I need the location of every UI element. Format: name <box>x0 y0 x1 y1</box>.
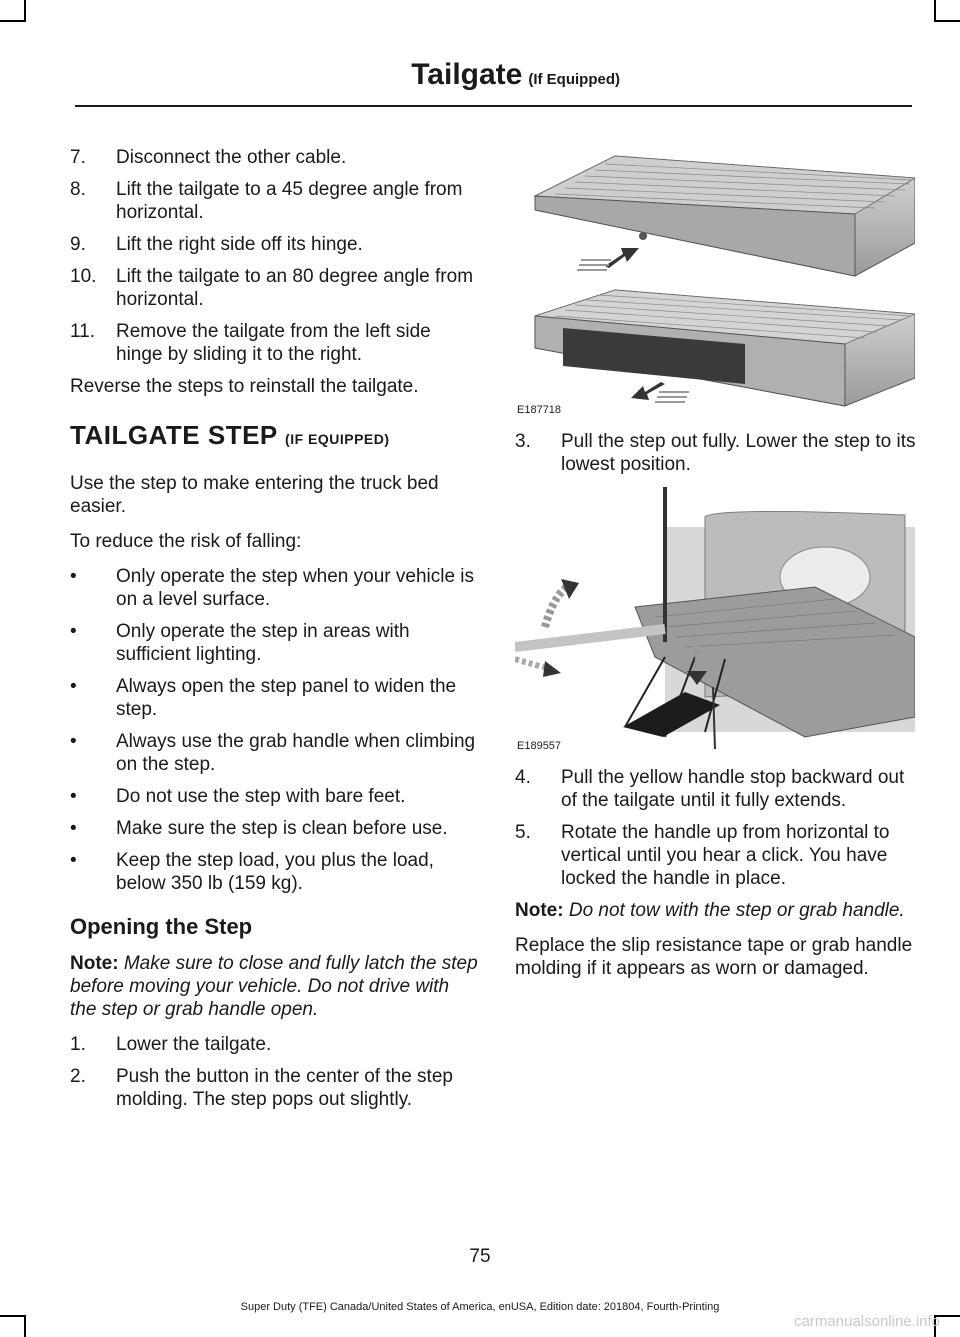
bullet-text: Always use the grab handle when climbing on the step. <box>116 731 476 775</box>
risk-intro: To reduce the risk of falling: <box>70 531 302 552</box>
tailgate-step-figure <box>515 487 915 752</box>
bullet-dot-icon: • <box>70 566 77 587</box>
step-number: 2. <box>70 1066 86 1087</box>
note-paragraph <box>515 899 920 922</box>
step-item <box>515 766 920 812</box>
section-title: TAILGATE STEP <box>70 420 278 450</box>
crop-mark <box>24 0 26 22</box>
crop-mark <box>934 0 936 22</box>
bullet-text: Only operate the step when your vehicle is on a level surface. <box>116 566 475 610</box>
step-text: Pull the yellow handle stop backward out of the tailgate until it fully extends. <box>561 767 905 811</box>
step-text: Lift the tailgate to an 80 degree angle from horizontal. <box>116 266 474 310</box>
step-number: 9. <box>70 234 86 255</box>
step-text: Pull the step out fully. Lower the step to its lowest position. <box>561 431 916 475</box>
note-paragraph <box>70 952 478 1021</box>
note-label: Note: <box>515 900 564 921</box>
bullet-item <box>70 849 478 895</box>
bullet-dot-icon: • <box>70 676 77 697</box>
step-item <box>70 265 478 311</box>
crop-mark <box>936 20 960 22</box>
bullet-text: Always open the step panel to widen the step. <box>116 676 457 720</box>
section-subtitle: (IF EQUIPPED) <box>285 431 390 447</box>
header-title: Tailgate <box>411 58 523 91</box>
bullet-text: Only operate the step in areas with sufficient lighting. <box>116 621 410 665</box>
bullet-item <box>70 620 478 666</box>
bullet-text: Keep the step load, you plus the load, below 350 lb (159 kg). <box>116 850 434 894</box>
reverse-paragraph: Reverse the steps to reinstall the tailgate. <box>70 376 419 397</box>
tailgate-removal-figure <box>515 148 915 416</box>
bullet-text: Make sure the step is clean before use. <box>116 818 448 839</box>
step-item <box>70 1033 478 1056</box>
step-number: 7. <box>70 147 86 168</box>
step-text: Remove the tailgate from the left side hinge by sliding it to the right. <box>116 321 431 365</box>
step-text: Lower the tailgate. <box>116 1034 272 1055</box>
crop-mark <box>0 20 24 22</box>
step-number: 1. <box>70 1034 86 1055</box>
note-text: Do not tow with the step or grab handle. <box>568 900 905 921</box>
bullet-dot-icon: • <box>70 786 77 807</box>
right-column-bottom <box>515 766 920 992</box>
bullet-dot-icon: • <box>70 731 77 752</box>
figure-id: E187718 <box>517 404 562 416</box>
bullet-item <box>70 785 478 808</box>
step-text: Lift the tailgate to a 45 degree angle from horizontal. <box>116 179 463 223</box>
step-text: Push the button in the center of the step molding. The step pops out slightly. <box>116 1066 453 1110</box>
bullet-text: Do not use the step with bare feet. <box>116 786 406 807</box>
bullet-item <box>70 675 478 721</box>
opening-heading: Opening the Step <box>70 914 253 939</box>
watermark: carmanualsonline.info <box>794 1313 940 1330</box>
left-column <box>70 146 478 1120</box>
step-item <box>70 320 478 366</box>
step-item <box>70 178 478 224</box>
note-text: Make sure to close and fully latch the step before moving your vehicle. Do not drive with the step or grab handle open. <box>70 953 478 1020</box>
step-item <box>515 821 920 890</box>
crop-mark <box>24 1315 26 1337</box>
note-label: Note: <box>70 953 119 974</box>
crop-mark <box>0 1315 24 1317</box>
bullet-dot-icon: • <box>70 818 77 839</box>
page-number: 75 <box>469 1246 491 1267</box>
step-text: Disconnect the other cable. <box>116 147 347 168</box>
figure-id: E189557 <box>517 740 562 752</box>
bullet-item <box>70 817 478 840</box>
page-header <box>411 58 620 92</box>
replace-paragraph: Replace the slip resistance tape or grab handle molding if it appears as worn or damaged. <box>515 935 913 979</box>
step-number: 8. <box>70 179 86 200</box>
step-number: 11. <box>70 321 96 342</box>
step-number: 10. <box>70 266 97 287</box>
intro-paragraph: Use the step to make entering the truck bed easier. <box>70 473 439 517</box>
header-subtitle: (If Equipped) <box>528 71 620 88</box>
step-item <box>70 233 478 256</box>
step-item <box>515 430 920 476</box>
right-column-top <box>515 430 920 485</box>
header-rule <box>75 105 912 107</box>
step-text: Lift the right side off its hinge. <box>116 234 363 255</box>
step-item <box>70 1065 478 1111</box>
step-item <box>70 146 478 169</box>
bullet-item <box>70 565 478 611</box>
section-heading <box>70 420 478 454</box>
page-footer: Super Duty (TFE) Canada/United States of America, enUSA, Edition date: 201804, Fourth-Printing <box>240 1301 720 1313</box>
bullet-dot-icon: • <box>70 621 77 642</box>
step-number: 3. <box>515 431 531 452</box>
bullet-dot-icon: • <box>70 850 77 871</box>
step-number: 4. <box>515 767 531 788</box>
bullet-item <box>70 730 478 776</box>
step-number: 5. <box>515 822 531 843</box>
step-text: Rotate the handle up from horizontal to vertical until you hear a click. You have locked the handle in place. <box>561 822 890 889</box>
